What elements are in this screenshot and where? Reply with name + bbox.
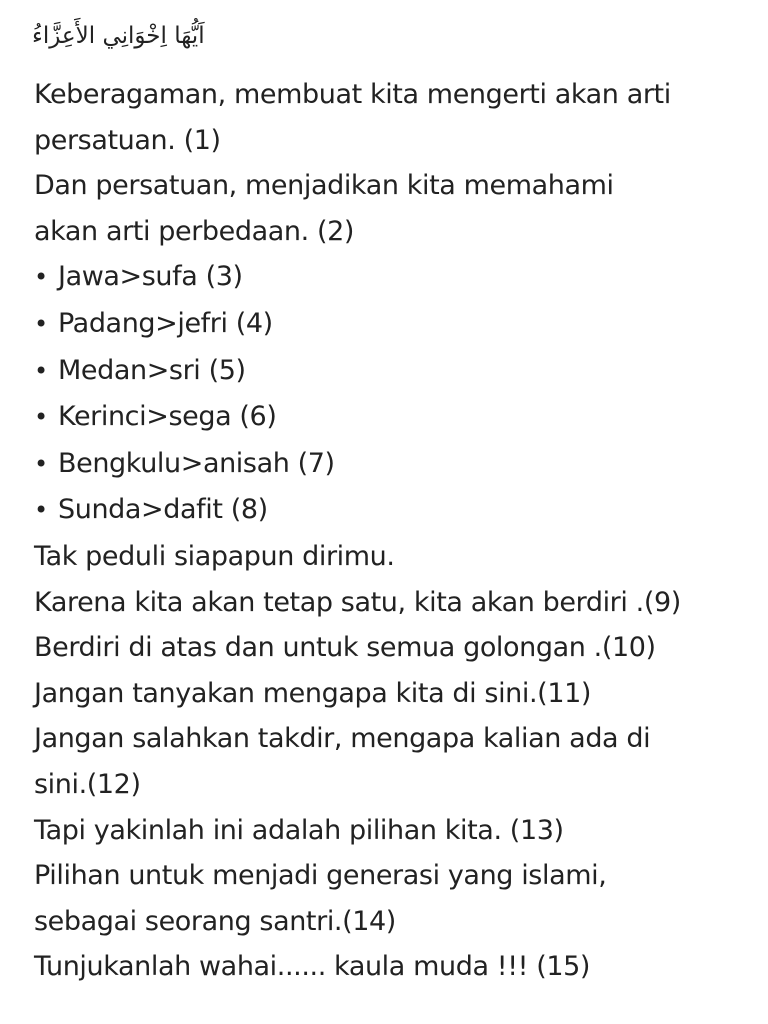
bullet-item xyxy=(34,487,744,534)
bullet-item xyxy=(34,348,744,395)
text-line: Tapi yakinlah ini adalah pilihan kita. (13) xyxy=(34,814,564,846)
text-line: sini.(12) xyxy=(34,768,141,800)
text-line: Berdiri di atas dan untuk semua golongan .(10) xyxy=(34,632,656,664)
bullet-icon xyxy=(34,448,58,479)
text-line: Karena kita akan tetap satu, kita akan berdiri .(9) xyxy=(34,586,681,618)
text-line: sebagai seorang santri.(14) xyxy=(34,905,396,937)
text-line: Jangan tanyakan mengapa kita di sini.(11) xyxy=(34,677,592,709)
bullet-text: Kerinci>sega (6) xyxy=(58,401,277,433)
poem-body xyxy=(34,72,744,990)
text-line: Tunjukanlah wahai...... kaula muda !!! (15) xyxy=(34,951,591,983)
bullet-icon xyxy=(34,494,58,525)
bullet-text: Padang>jefri (4) xyxy=(58,307,273,339)
bullet-icon xyxy=(34,401,58,432)
bullet-icon xyxy=(34,308,58,339)
text-line: Tak peduli siapapun dirimu. xyxy=(34,540,395,572)
bullet-item xyxy=(34,254,744,301)
bullet-item xyxy=(34,441,744,488)
bullet-icon xyxy=(34,261,58,292)
text-line: persatuan. (1) xyxy=(34,124,221,156)
text-line: Dan persatuan, menjadikan kita memahami xyxy=(34,170,614,202)
bullet-item xyxy=(34,394,744,441)
text-line: Keberagaman, membuat kita mengerti akan arti xyxy=(34,79,671,110)
bullet-icon xyxy=(34,355,58,386)
text-line: Jangan salahkan takdir, mengapa kalian ada di xyxy=(34,723,651,755)
text-line: akan arti perbedaan. (2) xyxy=(34,215,355,247)
bullet-item xyxy=(34,301,744,348)
arabic-greeting-title: اَيُّهَا اِخْوَانِي الأَعِزَّاءُ xyxy=(32,23,205,49)
bullet-text: Bengkulu>anisah (7) xyxy=(58,447,335,479)
text-line: Pilihan untuk menjadi generasi yang islami, xyxy=(34,860,607,892)
bullet-text: Jawa>sufa (3) xyxy=(58,261,243,293)
bullet-text: Sunda>dafit (8) xyxy=(58,494,268,526)
bullet-text: Medan>sri (5) xyxy=(58,354,246,386)
